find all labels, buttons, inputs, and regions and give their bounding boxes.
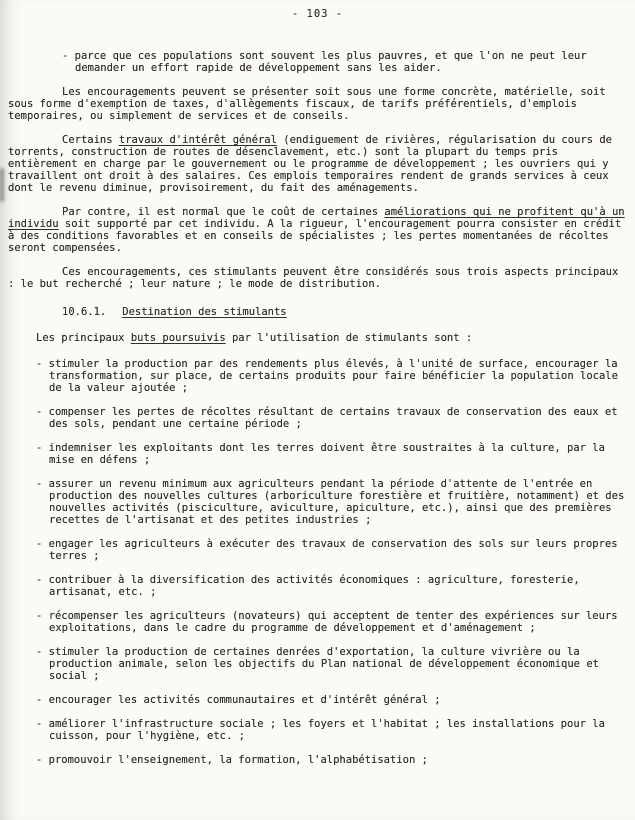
underlined-phrase: améliorations qui ne profitent qu'à un individu (8, 206, 625, 230)
list-item: - stimuler la production de certaines denrées d'exportation, la culture vivrière ou la production animale, selon les objectifs du Plan national de développement économique et social ; (36, 646, 599, 682)
section-number: 10.6.1. (62, 306, 107, 318)
text-segment: Les principaux (36, 332, 131, 344)
scan-smudge-artifact (0, 168, 4, 202)
page-number: - 103 - (291, 8, 344, 20)
text-segment: Certains (62, 134, 119, 146)
list-item: - promouvoir l'enseignement, la formation, l'alphabétisation ; (36, 754, 428, 766)
paragraph-travaux-interet-general (8, 134, 627, 194)
list-item: - compenser les pertes de récoltes résultant de certains travaux de conservation des eaux et des sols, pendant une certaine période ; (36, 406, 618, 430)
paragraph-encouragements: Les encouragements peuvent se présenter soit sous une forme concrète, matérielle, soit sous forme d'exemption de taxes, d'allègements fiscaux, de tarifs préférentiels, d'emplois temporaires, ou simplement de services et de conseils. (8, 86, 606, 122)
list-item: - récompenser les agriculteurs (novateurs) qui acceptent de tenter des expériences sur leurs exploitations, dans le cadre du programme de développement et d'aménagement ; (36, 610, 618, 634)
list-intro (36, 332, 627, 344)
paragraph-trois-aspects: Ces encouragements, ces stimulants peuvent être considérés sous trois aspects principaux : le but recherché ; leur nature ; le mode de distribution. (8, 266, 619, 290)
section-heading (62, 306, 627, 318)
underlined-phrase: buts poursuivis (130, 332, 226, 344)
text-segment: Par contre, il est normal que le coût de certaines (62, 206, 385, 218)
list-item: - améliorer l'infrastructure sociale ; les foyers et l'habitat ; les installations pour la cuisson, pour l'hygiène, etc. ; (36, 718, 605, 742)
list-item: - indemniser les exploitants dont les terres doivent être soustraites à la culture, par la mise en défens ; (36, 442, 605, 466)
goals-list (36, 358, 627, 766)
underlined-phrase: travaux d'intérêt général (118, 134, 277, 146)
list-item: - contribuer à la diversification des activités économiques : agriculture, foresterie, artisanat, etc. ; (36, 574, 580, 598)
text-segment: (endiguement de rivières, régularisation du cours de torrents, construction de routes de désenclavement, etc.) sont la plupart du temps pris entièrement en charge par le gouvernement ou le programme de développement ; les ouvriers qui y travaillent ont droit à des salaires. Ces emplois temporaires rendent de grands services à ceux dont le revenu diminue, provisoirement, du fait des aménagements. (8, 134, 612, 194)
list-item: - encourager les activités communautaires et d'intérêt général ; (36, 694, 441, 706)
paragraph-par-contre (8, 206, 627, 254)
lead-bullet-item: - parce que ces populations sont souvent les plus pauvres, et que l'on ne peut leur demander un effort rapide de développement sans les aider. (62, 50, 587, 74)
list-item: - engager les agriculteurs à exécuter des travaux de conservation des sols sur leurs propres terres ; (36, 538, 618, 562)
section-title: Destination des stimulants (122, 306, 287, 318)
list-item: - stimuler la production par des rendements plus élevés, à l'unité de surface, encourager la transformation, sur place, de certains produits pour faire bénéficier la population locale de la valeur ajoutée ; (36, 358, 618, 394)
text-segment: par l'utilisation de stimulants sont : (225, 332, 473, 344)
text-segment: soit supporté par cet individu. A la rigueur, l'encouragement pourra consister en crédit à des conditions favorables et en conseils de spécialistes ; les pertes momentanées de récoltes seront compensées. (8, 218, 622, 254)
list-item: - assurer un revenu minimum aux agriculteurs pendant la période d'attente de l'entrée en production des nouvelles cultures (arboriculture forestière et fruitière, notamment) et des nouvelles activités (pisciculture, aviculture, apiculture, etc.), ainsi que des premières recettes de l'artisanat et des petites industries ; (36, 478, 625, 526)
